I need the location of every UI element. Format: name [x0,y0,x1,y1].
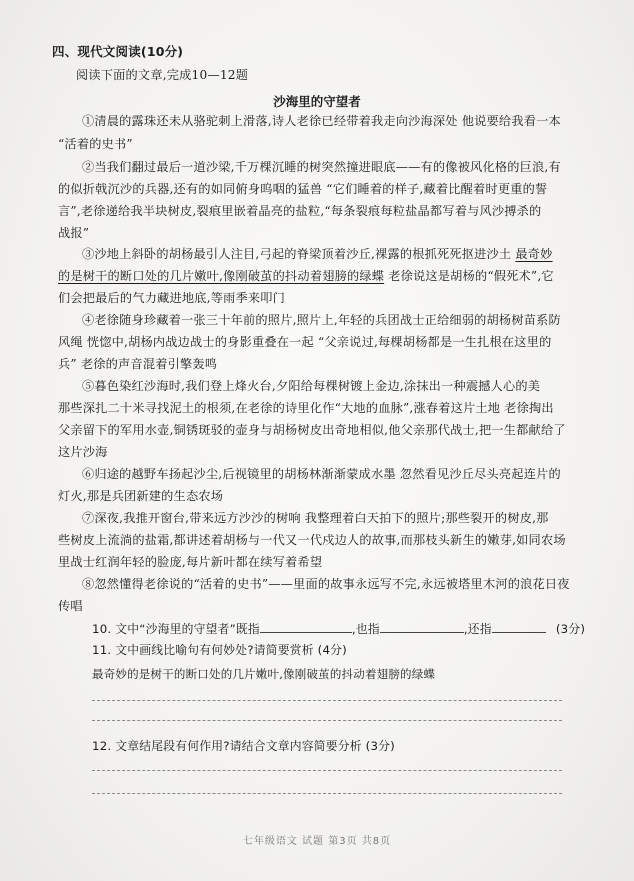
answer-blank-2[interactable] [380,620,464,633]
answer-blank-3[interactable] [492,620,546,633]
underlined-metaphor-start: 最奇妙 [515,247,553,261]
paragraph-3-line-3: 们会把最后的气力藏进地底,等雨季来叩门 [58,291,286,305]
section-instruction: 阅读下面的文章,完成10—12题 [76,68,249,82]
paragraph-4-line-3: 兵” 老徐的声音混着引擎轰鸣 [58,357,218,371]
paragraph-6-line-1: ⑥归途的越野车扬起沙尘,后视镜里的胡杨林渐渐蒙成水墨 忽然看见沙丘尽头亮起连片的 [82,467,561,481]
underlined-metaphor-end: 的是树干的断口处的几片嫩叶,像刚破茧的抖动着翅膀的绿蝶 [58,269,385,283]
paragraph-3-line-1 [82,246,553,262]
article-title: 沙海里的守望者 [273,94,361,109]
paragraph-7-line-1: ⑦深夜,我推开窗台,带来远方沙沙的树响 我整理着白天拍下的照片;那些裂开的树皮,那 [82,511,549,525]
paragraph-5-line-1: ⑤暮色染红沙海时,我们登上烽火台,夕阳给每棵树镀上金边,涂抹出一种震撼人心的美 [82,379,541,393]
paragraph-5-line-4: 这片沙海 [58,445,108,459]
question-10-connector-1: ,也指 [351,622,380,636]
question-10-score: (3分) [555,622,586,636]
paragraph-3-line-1-text: ③沙地上斜卧的胡杨最引人注目,弓起的脊梁顶着沙丘,裸露的根抓死死抠进沙土 [82,247,516,261]
answer-line[interactable] [92,793,562,794]
question-10-prompt: 10. 文中“沙海里的守望者”既指 [92,622,260,636]
question-12: 12. 文章结尾段有何作用?请结合文章内容简要分析 (3分) [92,739,395,753]
paragraph-2-line-1: ②当我们翻过最后一道沙梁,千万棵沉睡的树突然撞进眼底——有的像被风化格的巨浪,有 [82,160,561,174]
paragraph-8-line-2: 传唱 [58,599,83,613]
paragraph-2-line-3: 言”,老徐递给我半块树皮,裂痕里嵌着晶亮的盐粒,“每条裂痕每粒盐晶都写着与风沙搏杀的 [58,204,542,218]
answer-line[interactable] [92,700,562,701]
paragraph-5-line-3: 父亲留下的军用水壶,铜锈斑驳的壶身与胡杨树皮出奇地相似,他父亲那代战士,把一生都献给了 [58,423,566,437]
question-11-quote: 最奇妙的是树干的断口处的几片嫩叶,像刚破茧的抖动着翅膀的绿蝶 [92,667,436,681]
paragraph-4-line-1: ④老徐随身珍藏着一张三十年前的照片,照片上,年轻的兵团战士正给细弱的胡杨树苗系防 [82,313,561,327]
paragraph-7-line-2: 些树皮上流淌的盐霜,都讲述着胡杨与一代又一代戍边人的故事,而那枝头新生的嫩芽,如同农场 [58,533,566,547]
answer-line[interactable] [92,770,562,771]
paragraph-8-line-1: ⑧忽然懂得老徐说的“活着的史书”——里面的故事永远写不完,永远被塔里木河的浪花日夜 [82,577,570,591]
paragraph-6-line-2: 灯火,那是兵团新建的生态农场 [58,489,224,503]
paragraph-7-line-3: 里战士红润年轻的脸庞,每片新叶都在续写着希望 [58,555,323,569]
question-10 [92,620,585,637]
paragraph-2-line-2: 的似折戟沉沙的兵器,还有的如同俯身呜咽的猛兽 “它们睡着的样子,藏着比醒着时更重的誓 [58,182,548,196]
paragraph-4-line-2: 风绳 恍惚中,胡杨内战边战士的身影重叠在一起 “父亲说过,每棵胡杨都是一生扎根在这里的 [58,335,552,349]
answer-blank-1[interactable] [260,620,352,633]
paragraph-3-line-2-text: 老徐说这是胡杨的“假死术”,它 [384,269,554,283]
answer-line[interactable] [92,720,562,721]
paragraph-1-line-2: “活着的史书” [58,137,133,151]
question-11: 11. 文中画线比喻句有何妙处?请简要赏析 (4分) [92,643,347,657]
page-footer: 七年级语文 试题 第3页 共8页 [242,836,392,847]
paragraph-5-line-2: 那些深扎二十米寻找泥土的根须,在老徐的诗里化作“大地的血脉”,涨春着这片土地 老徐掏出 [58,401,554,415]
paragraph-1-line-1: ①清晨的露珠还未从骆驼刺上滑落,诗人老徐已经带着我走向沙海深处 他说要给我看一本 [82,114,561,128]
paragraph-2-line-4: 战报” [58,226,90,240]
section-header: 四、现代文阅读(10分) [52,44,184,59]
question-10-connector-2: ,还指 [463,622,492,636]
paragraph-3-line-2 [58,268,554,284]
